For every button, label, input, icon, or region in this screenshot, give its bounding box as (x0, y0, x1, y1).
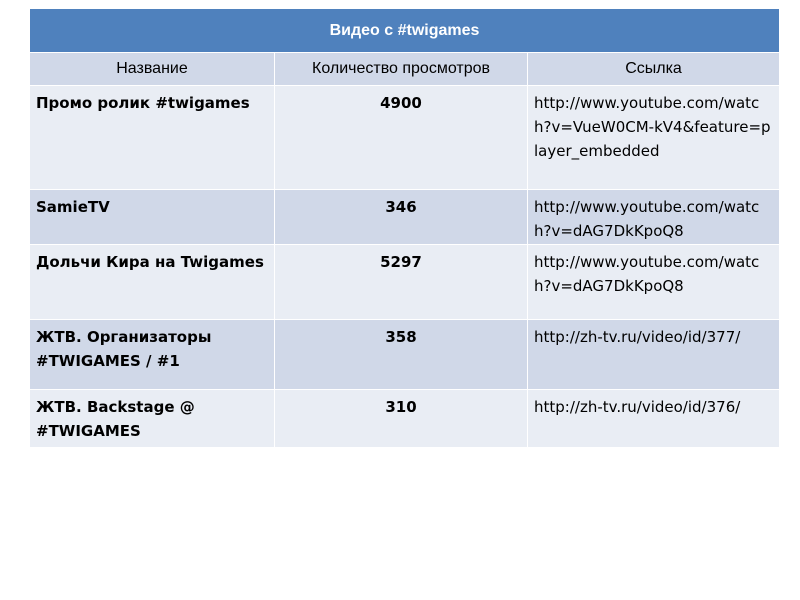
view-count: 5297 (275, 245, 528, 320)
table-header-row (30, 53, 780, 86)
video-name: ЖТВ. Организаторы #TWIGAMES / #1 (30, 320, 275, 390)
table-title-row (30, 9, 780, 53)
table-row (30, 245, 780, 320)
video-name: SamieTV (30, 190, 275, 245)
view-count: 4900 (275, 86, 528, 190)
table-row (30, 390, 780, 448)
video-link[interactable]: http://www.youtube.com/watch?v=dAG7DkKpoQ8 (528, 190, 780, 245)
table-row (30, 190, 780, 245)
column-header-views: Количество просмотров (275, 53, 528, 86)
video-link[interactable]: http://www.youtube.com/watch?v=dAG7DkKpoQ8 (528, 245, 780, 320)
table-row (30, 86, 780, 190)
view-count: 346 (275, 190, 528, 245)
table-title: Видео с #twigames (30, 9, 780, 53)
column-header-name: Название (30, 53, 275, 86)
video-table (29, 8, 780, 448)
table-row (30, 320, 780, 390)
video-link[interactable]: http://zh-tv.ru/video/id/376/ (528, 390, 780, 448)
video-name: Дольчи Кира на Twigames (30, 245, 275, 320)
video-name: Промо ролик #twigames (30, 86, 275, 190)
column-header-link: Ссылка (528, 53, 780, 86)
view-count: 358 (275, 320, 528, 390)
video-link[interactable]: http://zh-tv.ru/video/id/377/ (528, 320, 780, 390)
view-count: 310 (275, 390, 528, 448)
video-link[interactable]: http://www.youtube.com/watch?v=VueW0CM-kV4&feature=player_embedded (528, 86, 780, 190)
video-name: ЖТВ. Backstage @ #TWIGAMES (30, 390, 275, 448)
